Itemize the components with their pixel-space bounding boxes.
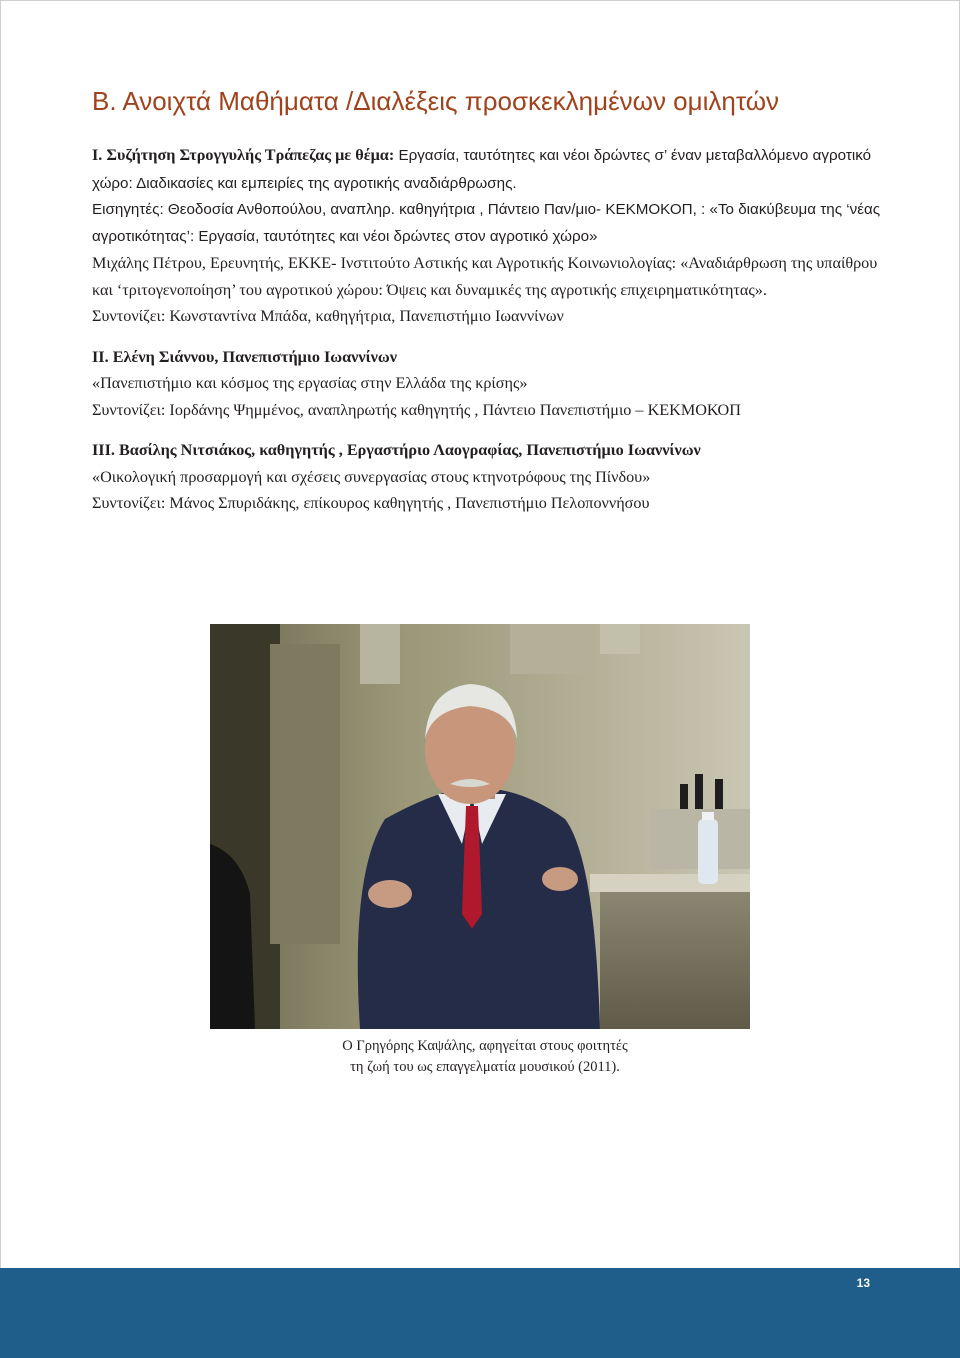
section-2-title: ΙΙ. Ελένη Σιάννου, Πανεπιστήμιο Ιωαννίνων: [92, 347, 397, 366]
footer-bar: [0, 1268, 960, 1358]
caption-line-1: Ο Γρηγόρης Καψάλης, αφηγείται στους φοιτητές: [342, 1038, 628, 1054]
main-text: [92, 142, 882, 517]
caption-line-2: τη ζωή του ως επαγγελματία μουσικού (2011).: [350, 1059, 620, 1075]
section-1-speaker-2: Μιχάλης Πέτρου, Ερευνητής, ΕΚΚΕ- Ινστιτούτο Αστικής και Αγροτικής Κοινωνιολογίας: «Αναδιάρθρωση της υπαίθρου και ‘τριτογενοποίηση’ του αγροτικού χώρου: Όψεις και δυναμικές της αγροτικής επιχειρηματικότητας».: [92, 254, 878, 299]
page-number: 13: [856, 1276, 870, 1290]
section-1-topic: Εργασία, ταυτότητες και νέοι δρώντες σ’ έναν μεταβαλλόμενο αγροτικό χώρο: Διαδικασίες και εμπειρίες της αγροτικής αναδιάρθρωσης.: [92, 147, 872, 192]
section-3-title: ΙΙΙ. Βασίλης Νιτσιάκος, καθηγητής , Εργαστήριο Λαογραφίας, Πανεπιστήμιο Ιωαννίνων: [92, 441, 701, 459]
section-1-title: Ι. Συζήτηση Στρογγυλής Τράπεζας με θέμα:: [92, 146, 395, 164]
speaker-photo: [210, 624, 750, 1029]
section-1-moderator: Συντονίζει: Κωνσταντίνα Μπάδα, καθηγήτρια, Πανεπιστήμιο Ιωαννίνων: [92, 307, 564, 325]
section-3-lecture: «Οικολογική προσαρμογή και σχέσεις συνεργασίας στους κτηνοτρόφους της Πίνδου»: [92, 467, 651, 486]
photo-caption: [210, 1036, 760, 1078]
section-2: [92, 344, 882, 371]
section-3: [92, 437, 882, 464]
section-1-speaker-1: Εισηγητές: Θεοδοσία Ανθοπούλου, αναπληρ. καθηγήτρια , Πάντειο Παν/μιο- ΚΕΚΜΟΚΟΠ, : «Το διακύβευμα της ‘νέας αγροτικότητας’: Εργασία, ταυτότητες και νέοι δρώντες στον αγροτικό χώρο»: [92, 201, 881, 245]
section-2-lecture: «Πανεπιστήμιο και κόσμος της εργασίας στην Ελλάδα της κρίσης»: [92, 374, 528, 392]
section-2-moderator: Συντονίζει: Ιορδάνης Ψημμένος, αναπληρωτής καθηγητής , Πάντειο Πανεπιστήμιο – ΚΕΚΜΟΚΟΠ: [92, 400, 741, 419]
section-1: [92, 142, 882, 197]
section-3-moderator: Συντονίζει: Μάνος Σπυριδάκης, επίκουρος καθηγητής , Πανεπιστήμιο Πελοποννήσου: [92, 494, 650, 512]
page-heading: Β. Ανοιχτά Μαθήματα /Διαλέξεις προσκεκλημένων ομιλητών: [92, 86, 780, 116]
